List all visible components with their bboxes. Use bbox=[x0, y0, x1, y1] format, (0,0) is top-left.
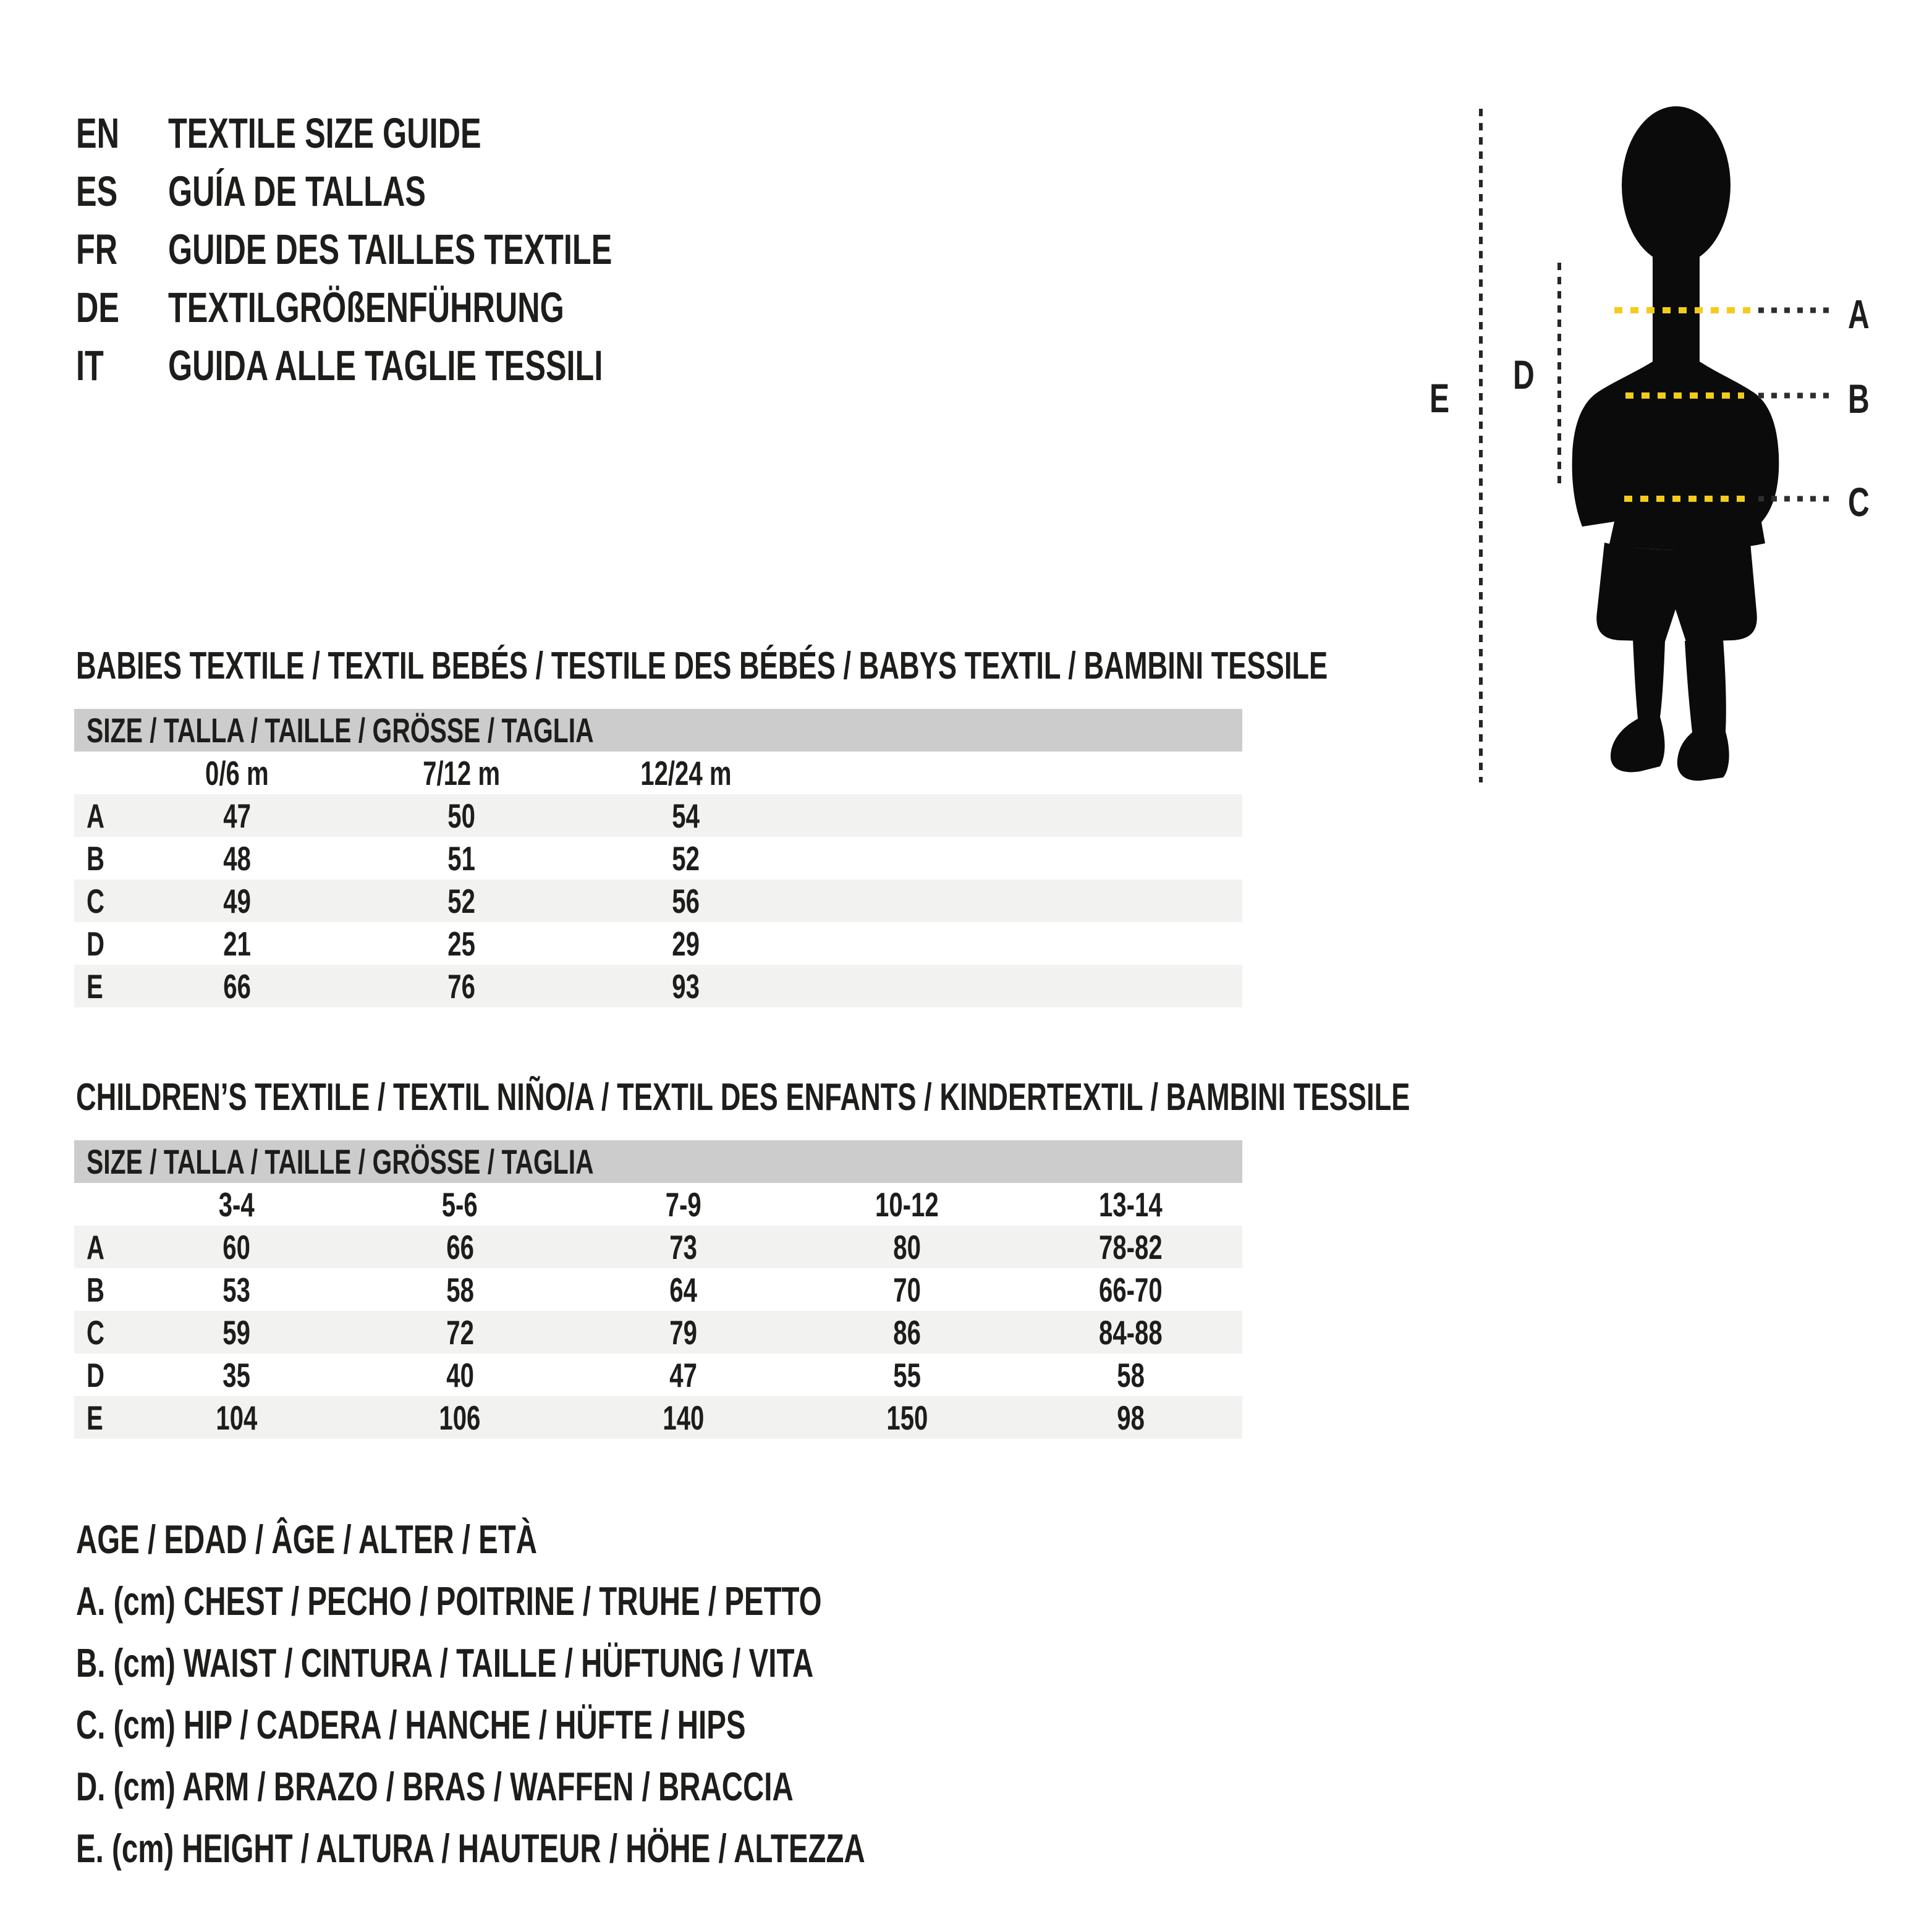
language-title-list bbox=[76, 104, 776, 394]
table-cell: 56 bbox=[672, 881, 700, 920]
legend-line-chest: A. (cm) CHEST / PECHO / POITRINE / TRUHE / PETTO bbox=[76, 1578, 822, 1624]
table-row-b bbox=[74, 1268, 1242, 1311]
table-cell: 72 bbox=[446, 1313, 474, 1352]
table-cell: 47 bbox=[223, 796, 251, 835]
column-header: 7-9 bbox=[665, 1185, 701, 1224]
table-cell: 104 bbox=[216, 1398, 258, 1437]
table-row-a bbox=[74, 1226, 1242, 1268]
row-label: B bbox=[87, 1270, 105, 1309]
table-row-d bbox=[74, 1354, 1242, 1396]
table-cell: 78-82 bbox=[1098, 1227, 1163, 1266]
language-code: IT bbox=[76, 341, 104, 389]
size-header-bar: SIZE / TALLA / TAILLE / GRÖSSE / TAGLIA bbox=[74, 1140, 1242, 1183]
table-cell: 80 bbox=[893, 1227, 921, 1266]
column-header: 7/12 m bbox=[422, 753, 500, 792]
language-code: FR bbox=[76, 225, 118, 273]
table-cell: 40 bbox=[446, 1355, 474, 1394]
table-cell: 66-70 bbox=[1098, 1270, 1163, 1309]
child-figure bbox=[1391, 93, 1932, 803]
column-header-row bbox=[74, 1183, 1242, 1226]
table-row-a bbox=[74, 794, 1242, 837]
table-cell: 98 bbox=[1116, 1398, 1145, 1437]
legend-line-age: AGE / EDAD / ÂGE / ALTER / ETÀ bbox=[76, 1516, 538, 1562]
childrens-size-table bbox=[74, 1140, 1242, 1439]
table-cell: 66 bbox=[223, 967, 251, 1006]
language-row-it bbox=[76, 336, 776, 394]
row-label: D bbox=[87, 924, 105, 963]
table-cell: 52 bbox=[447, 881, 475, 920]
table-cell: 58 bbox=[446, 1270, 474, 1309]
table-cell: 25 bbox=[447, 924, 475, 963]
legend-line-height: E. (cm) HEIGHT / ALTURA / HAUTEUR / HÖHE / ALTEZZA bbox=[76, 1825, 865, 1871]
table-cell: 53 bbox=[222, 1270, 250, 1309]
measurement-legend bbox=[76, 1508, 1157, 1879]
babies-size-table bbox=[74, 709, 1242, 1007]
table-cell: 59 bbox=[222, 1313, 250, 1352]
table-cell: 50 bbox=[447, 796, 475, 835]
language-code: ES bbox=[76, 167, 118, 215]
table-cell: 70 bbox=[893, 1270, 921, 1309]
legend-line-waist: B. (cm) WAIST / CINTURA / TAILLE / HÜFTUNG / VITA bbox=[76, 1640, 814, 1685]
column-header: 13-14 bbox=[1098, 1185, 1163, 1224]
legend-line-arm: D. (cm) ARM / BRAZO / BRAS / WAFFEN / BRACCIA bbox=[76, 1763, 794, 1809]
table-cell: 106 bbox=[439, 1398, 481, 1437]
language-row-en bbox=[76, 104, 776, 162]
table-cell: 29 bbox=[672, 924, 700, 963]
measure-label-d: D bbox=[1513, 352, 1535, 397]
table-cell: 150 bbox=[886, 1398, 928, 1437]
column-header: 10-12 bbox=[875, 1185, 939, 1224]
language-title: TEXTILE SIZE GUIDE bbox=[168, 109, 481, 157]
legend-line-hip: C. (cm) HIP / CADERA / HANCHE / HÜFTE / HIPS bbox=[76, 1701, 746, 1747]
language-row-es bbox=[76, 162, 776, 220]
language-title: GUIDE DES TAILLES TEXTILE bbox=[168, 225, 612, 273]
row-label: A bbox=[87, 796, 105, 835]
measure-label-e: E bbox=[1430, 375, 1450, 421]
table-cell: 93 bbox=[672, 967, 700, 1006]
language-code: DE bbox=[76, 283, 119, 331]
language-title: GUIDA ALLE TAGLIE TESSILI bbox=[168, 341, 603, 389]
column-header: 5-6 bbox=[442, 1185, 478, 1224]
table-cell: 51 bbox=[447, 839, 475, 878]
row-label: E bbox=[87, 1398, 103, 1437]
measure-label-c: C bbox=[1848, 479, 1870, 525]
row-label: B bbox=[87, 839, 105, 878]
table-cell: 58 bbox=[1116, 1355, 1145, 1394]
table-cell: 84-88 bbox=[1098, 1313, 1163, 1352]
table-cell: 60 bbox=[222, 1227, 250, 1266]
table-cell: 54 bbox=[672, 796, 700, 835]
measure-label-b: B bbox=[1848, 376, 1870, 422]
table-row-c bbox=[74, 879, 1242, 922]
table-row-c bbox=[74, 1311, 1242, 1354]
language-row-de bbox=[76, 278, 776, 336]
language-code: EN bbox=[76, 109, 119, 157]
table-row-e bbox=[74, 965, 1242, 1007]
column-header: 3-4 bbox=[218, 1185, 255, 1224]
table-cell: 21 bbox=[223, 924, 251, 963]
table-cell: 76 bbox=[447, 967, 475, 1006]
table-cell: 140 bbox=[663, 1398, 705, 1437]
row-label: A bbox=[87, 1227, 105, 1266]
row-label: E bbox=[87, 967, 103, 1006]
measure-label-a: A bbox=[1848, 291, 1870, 337]
table-cell: 86 bbox=[893, 1313, 921, 1352]
column-header-row bbox=[74, 752, 1242, 794]
table-cell: 48 bbox=[223, 839, 251, 878]
column-header: 0/6 m bbox=[205, 753, 269, 792]
table-cell: 49 bbox=[223, 881, 251, 920]
table-cell: 73 bbox=[669, 1227, 698, 1266]
language-row-fr bbox=[76, 220, 776, 278]
table-cell: 47 bbox=[669, 1355, 698, 1394]
table-row-e bbox=[74, 1396, 1242, 1439]
language-title: GUÍA DE TALLAS bbox=[168, 167, 426, 215]
table-cell: 35 bbox=[222, 1355, 250, 1394]
children-section-title: CHILDREN’S TEXTILE / TEXTIL NIÑO/A / TEXTIL DES ENFANTS / KINDERTEXTIL / BAMBINI TESSILE bbox=[76, 1076, 1410, 1119]
table-cell: 52 bbox=[672, 839, 700, 878]
row-label: C bbox=[87, 1313, 105, 1352]
table-row-b bbox=[74, 837, 1242, 879]
column-header: 12/24 m bbox=[640, 753, 732, 792]
language-title: TEXTILGRÖßENFÜHRUNG bbox=[168, 283, 564, 331]
babies-section-title: BABIES TEXTILE / TEXTIL BEBÉS / TESTILE DES BÉBÉS / BABYS TEXTIL / BAMBINI TESSILE bbox=[76, 645, 1328, 687]
size-header-bar: SIZE / TALLA / TAILLE / GRÖSSE / TAGLIA bbox=[74, 709, 1242, 752]
table-cell: 66 bbox=[446, 1227, 474, 1266]
row-label: C bbox=[87, 881, 105, 920]
table-row-d bbox=[74, 922, 1242, 965]
table-cell: 55 bbox=[893, 1355, 921, 1394]
table-cell: 64 bbox=[669, 1270, 698, 1309]
table-cell: 79 bbox=[669, 1313, 698, 1352]
row-label: D bbox=[87, 1355, 105, 1394]
